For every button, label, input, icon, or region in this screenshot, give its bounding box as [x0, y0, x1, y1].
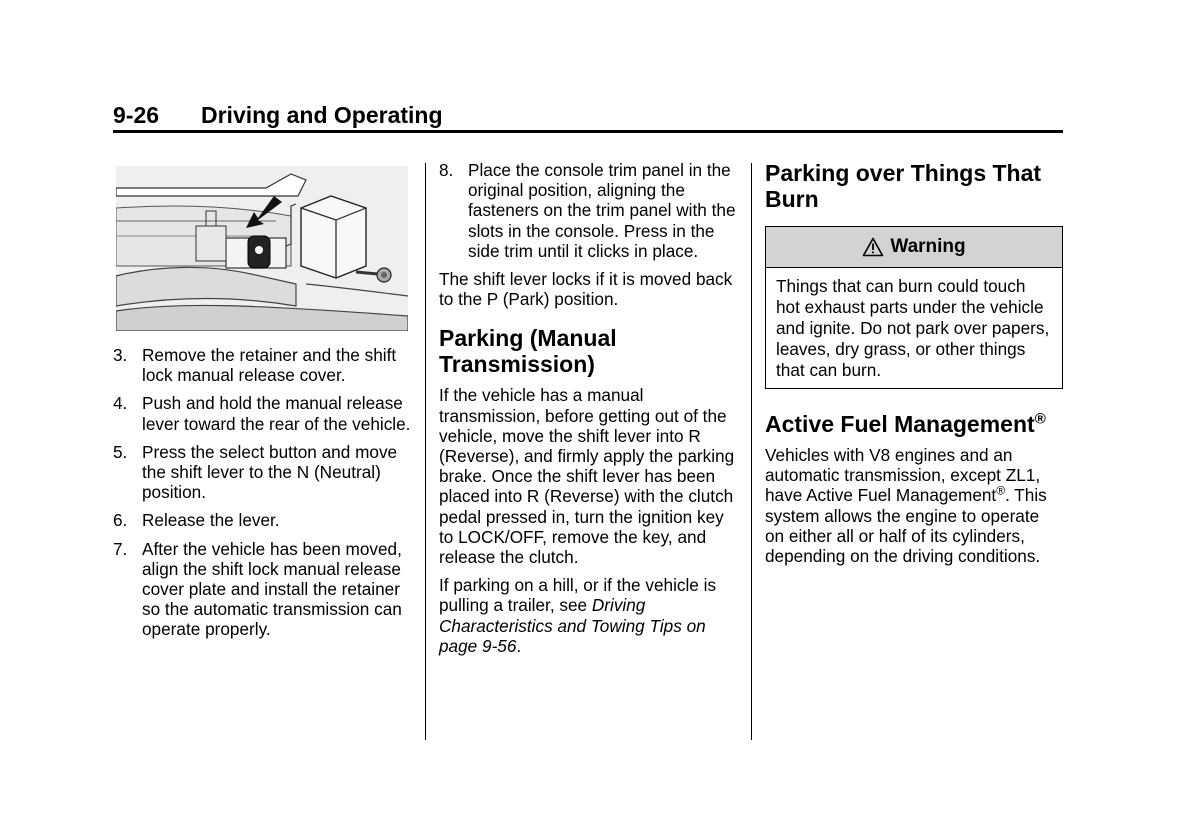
- list-item: [113, 539, 411, 640]
- step-text: Push and hold the manual release lever toward the rear of the vehicle.: [142, 393, 411, 434]
- column-divider: [425, 163, 426, 740]
- step-number: 8.: [439, 160, 454, 180]
- page-header: [113, 100, 1063, 133]
- list-item: [113, 393, 411, 433]
- step-text: Place the console trim panel in the original position, aligning the fasteners on the trim panel with the slots in the console. Press in the side trim until it clicks in place.: [468, 160, 736, 261]
- steps-list-col1: [113, 345, 411, 648]
- registered-mark: ®: [996, 483, 1006, 498]
- warning-header: [766, 227, 1062, 268]
- afm-text: Vehicles with V8 engines and an automatic transmission, except ZL1, have Active Fuel Management: [765, 445, 1041, 506]
- step-number: 3.: [113, 345, 128, 365]
- registered-mark: ®: [1034, 410, 1046, 428]
- hill-text-end: .: [516, 635, 522, 656]
- step-text: Release the lever.: [142, 510, 280, 531]
- step-number: 6.: [113, 510, 128, 531]
- list-item: [113, 510, 411, 530]
- step-number: 7.: [113, 538, 128, 559]
- afm-paragraph: [765, 445, 1063, 566]
- manual-transmission-heading: Parking (Manual Transmission): [439, 325, 617, 378]
- afm-text-end: . This system allows the engine to operate on either all or half of its cylinders, depending on the driving conditions.: [765, 485, 1047, 567]
- section-title: Driving and Operating: [201, 102, 443, 128]
- step-number: 5.: [113, 441, 128, 462]
- column-2: [439, 160, 737, 664]
- hill-text: If parking on a hill, or if the vehicle is pulling a trailer, see: [439, 575, 717, 616]
- step-text: Remove the retainer and the shift lock manual release cover.: [142, 345, 397, 386]
- parking-over-things-heading: Parking over Things That Burn: [765, 160, 1042, 212]
- step-text: After the vehicle has been moved, align the shift lock manual release cover plate and install the retainer so the automatic transmission can operate properly.: [142, 538, 402, 640]
- warning-body: Things that can burn could touch hot exhaust parts under the vehicle and ignite. Do not park over papers, leaves, dry grass, or other things that can burn.: [776, 276, 1050, 380]
- warning-title: Warning: [890, 235, 966, 257]
- cross-reference-link[interactable]: Driving Characteristics and Towing Tips on page 9-56: [439, 595, 706, 656]
- list-item: [439, 160, 737, 261]
- shift-lock-note: The shift lever locks if it is moved back to the P (Park) position.: [439, 269, 733, 310]
- warning-box: [765, 226, 1063, 389]
- active-fuel-management-heading: [765, 411, 1063, 437]
- list-item: [113, 442, 411, 503]
- column-divider: [751, 163, 752, 740]
- column-3: [765, 160, 1063, 574]
- step-number: 4.: [113, 393, 128, 414]
- manual-transmission-paragraph: If the vehicle has a manual transmission, before getting out of the vehicle, move the shift lever into R (Reverse), and firmly apply the parking brake. Once the shift lever has been placed into R (Reverse) with the clutch pedal pressed in, turn the ignition key to LOCK/OFF, remove the key, and release the clutch.: [439, 385, 735, 568]
- list-item: [113, 345, 411, 385]
- warning-triangle-icon: [862, 237, 884, 257]
- shift-lock-release-illustration: [116, 166, 408, 331]
- afm-heading-text: Active Fuel Management: [765, 411, 1035, 437]
- hill-parking-paragraph: [439, 575, 737, 656]
- step-text: Press the select button and move the shift lever to the N (Neutral) position.: [142, 441, 398, 503]
- page-number: 9-26: [113, 102, 160, 128]
